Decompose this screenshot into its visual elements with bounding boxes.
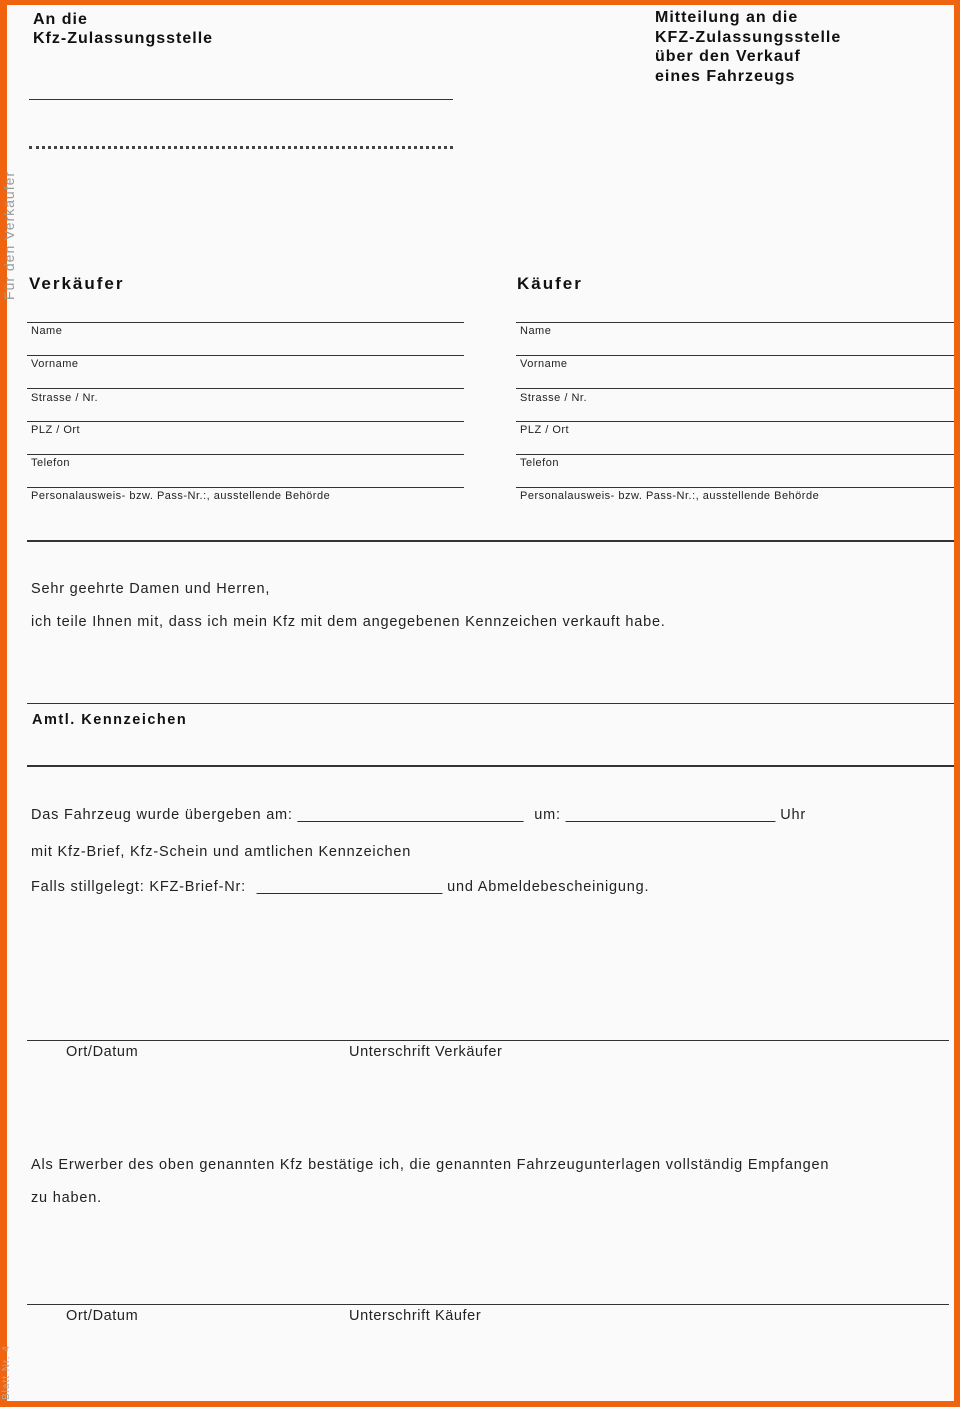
title-line-1: Mitteilung an die <box>655 9 799 26</box>
license-plate-top-line <box>27 703 954 704</box>
acknowledgement-line-1: Als Erwerber des oben genannten Kfz bestätige ich, die genannten Fahrzeugunterlagen vollständig Empfangen <box>31 1157 830 1173</box>
title-line-3: über den Verkauf <box>655 48 801 65</box>
title-line-4: eines Fahrzeugs <box>655 67 796 85</box>
document-title <box>655 8 841 86</box>
seller-firstname-label: Vorname <box>31 358 79 370</box>
registration-number-label: Falls stillgelegt: KFZ-Brief-Nr: <box>31 879 246 895</box>
deregistration-text: und Abmeldebescheinigung. <box>447 879 650 895</box>
handover-line-2: mit Kfz-Brief, Kfz-Schein und amtlichen Kennzeichen <box>31 844 412 860</box>
handover-date-field[interactable]: ____________________________ <box>297 807 524 823</box>
buyer-id-line[interactable] <box>516 487 954 488</box>
registration-number-field[interactable]: _______________________ <box>256 879 443 895</box>
handover-line-1 <box>31 807 806 823</box>
buyer-name-line[interactable] <box>516 322 954 323</box>
buyer-heading: Käufer <box>517 274 583 293</box>
buyer-phone-label: Telefon <box>520 457 559 469</box>
buyer-firstname-line[interactable] <box>516 355 954 356</box>
seller-id-label: Personalausweis- bzw. Pass-Nr.:, ausstellende Behörde <box>31 490 331 502</box>
handover-time-label: um: <box>534 807 561 823</box>
seller-phone-line[interactable] <box>27 454 464 455</box>
salutation: Sehr geehrte Damen und Herren, <box>31 581 271 597</box>
seller-street-line[interactable] <box>27 388 464 389</box>
recipient-block <box>33 10 213 48</box>
seller-phone-label: Telefon <box>31 457 70 469</box>
seller-firstname-line[interactable] <box>27 355 464 356</box>
buyer-name-label: Name <box>520 325 552 337</box>
seller-name-line[interactable] <box>27 322 464 323</box>
license-plate-field[interactable] <box>27 765 954 767</box>
recipient-line-2: Kfz-Zulassungsstelle <box>33 30 214 47</box>
seller-signature-line[interactable] <box>27 1040 949 1041</box>
handover-time-field[interactable]: __________________________ <box>565 807 776 823</box>
buyer-city-label: PLZ / Ort <box>520 424 570 436</box>
recipient-address-line[interactable] <box>29 99 453 100</box>
buyer-street-line[interactable] <box>516 388 954 389</box>
seller-street-label: Strasse / Nr. <box>31 392 99 404</box>
recipient-dotted-line[interactable] <box>29 146 453 149</box>
buyer-phone-line[interactable] <box>516 454 954 455</box>
seller-name-label: Name <box>31 325 63 337</box>
handover-date-label: Das Fahrzeug wurde übergeben am: <box>31 807 293 823</box>
side-label-bottom: Blatt Nr. 4 <box>1 1345 12 1400</box>
side-label-top: Für den Verkäufer <box>1 170 17 300</box>
seller-signature-label: Unterschrift Verkäufer <box>349 1044 503 1060</box>
seller-city-label: PLZ / Ort <box>31 424 81 436</box>
seller-heading: Verkäufer <box>29 274 125 293</box>
buyer-firstname-label: Vorname <box>520 358 568 370</box>
recipient-line-1: An die <box>33 11 88 28</box>
buyer-id-label: Personalausweis- bzw. Pass-Nr.:, ausstellende Behörde <box>520 490 820 502</box>
buyer-street-label: Strasse / Nr. <box>520 392 588 404</box>
handover-line-3 <box>31 879 649 895</box>
section-divider-1 <box>27 540 954 542</box>
seller-id-line[interactable] <box>27 487 464 488</box>
sale-statement: ich teile Ihnen mit, dass ich mein Kfz mit dem angegebenen Kennzeichen verkauft habe. <box>31 614 666 630</box>
buyer-place-date-label: Ort/Datum <box>66 1308 139 1324</box>
acknowledgement-line-2: zu haben. <box>31 1190 102 1206</box>
buyer-signature-line[interactable] <box>27 1304 949 1305</box>
buyer-signature-label: Unterschrift Käufer <box>349 1308 482 1324</box>
seller-city-line[interactable] <box>27 421 464 422</box>
license-plate-label: Amtl. Kennzeichen <box>32 712 188 728</box>
title-line-2: KFZ-Zulassungsstelle <box>655 28 842 46</box>
handover-time-unit: Uhr <box>780 807 806 823</box>
buyer-city-line[interactable] <box>516 421 954 422</box>
seller-place-date-label: Ort/Datum <box>66 1044 139 1060</box>
